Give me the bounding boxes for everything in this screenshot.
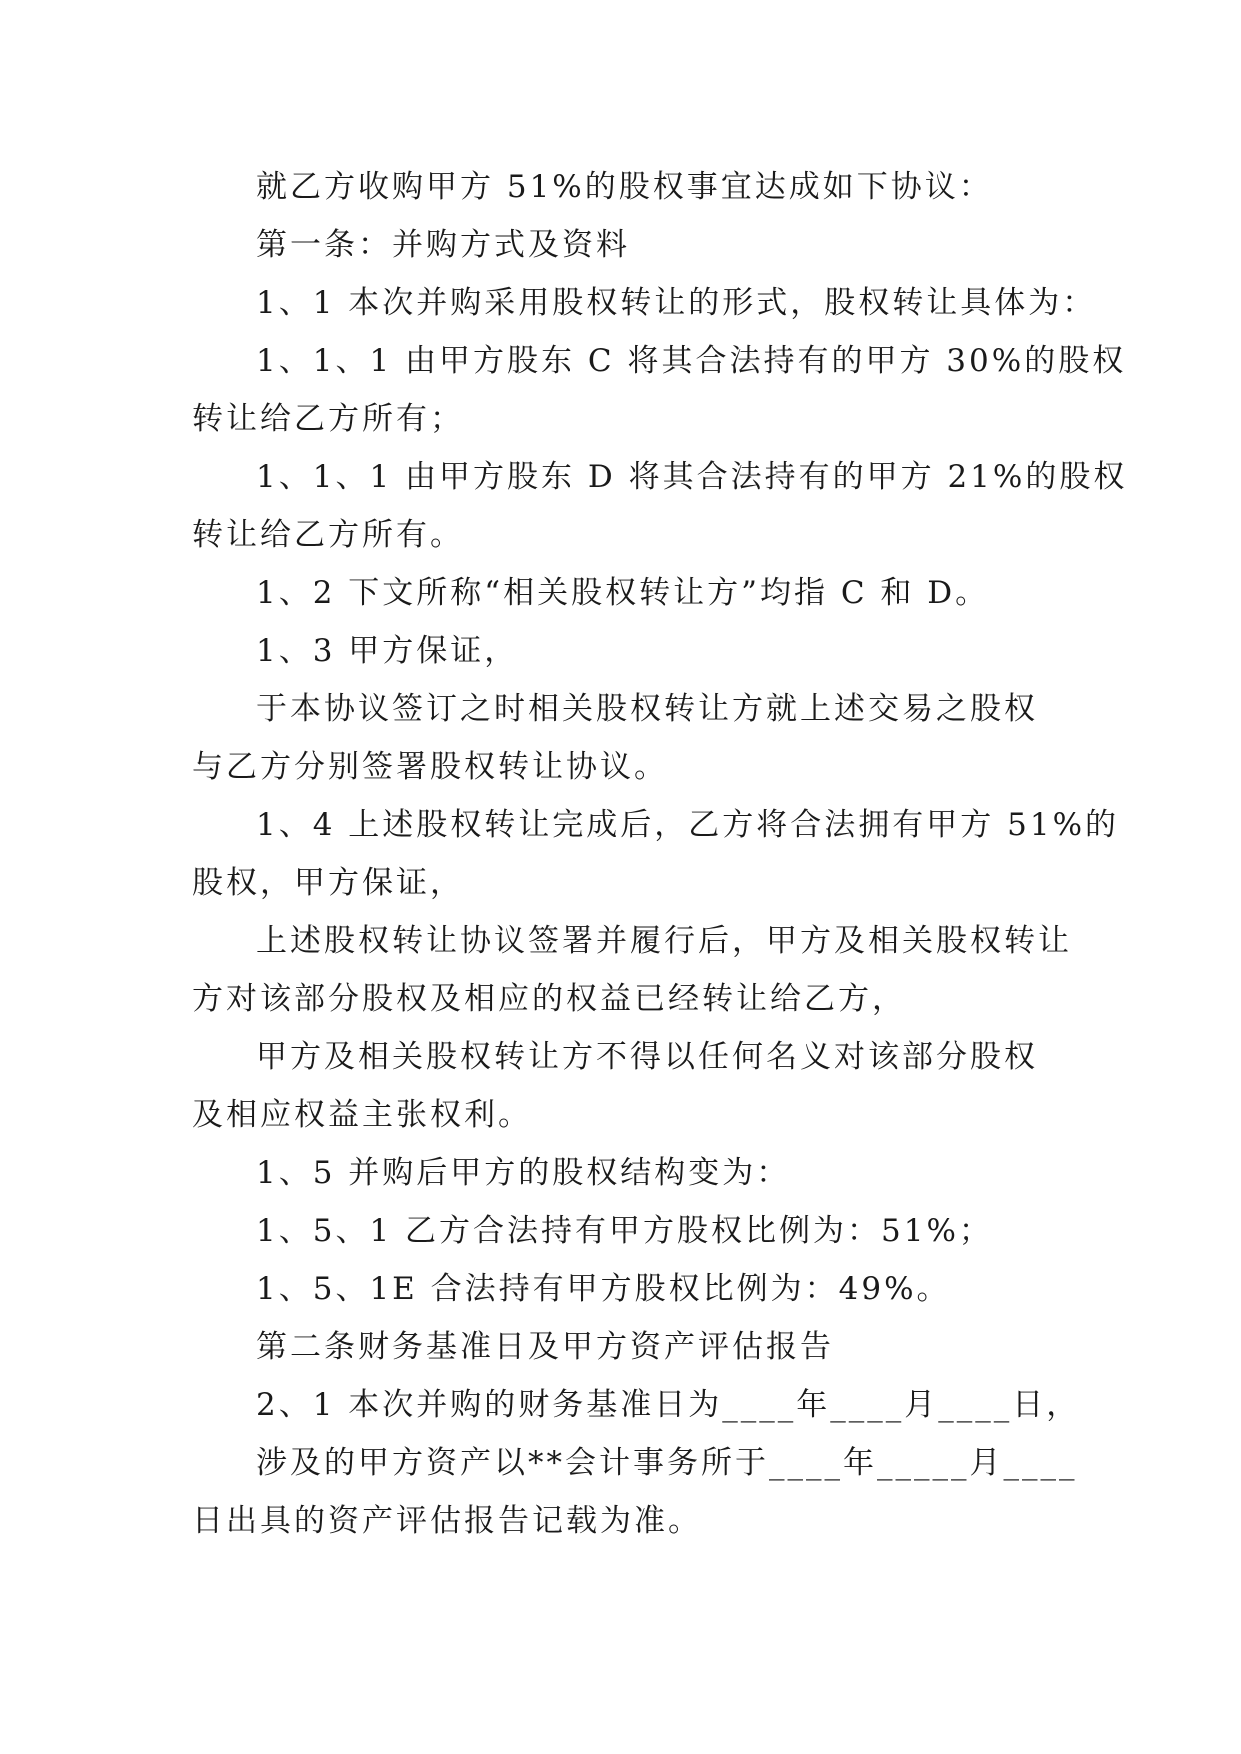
text-line: 就乙方收购甲方 51%的股权事宜达成如下协议： bbox=[256, 169, 993, 205]
text-line: 1、2 下文所称“相关股权转让方”均指 C 和 D。 bbox=[256, 575, 990, 611]
text-line: 1、4 上述股权转让完成后，乙方将合法拥有甲方 51%的 bbox=[256, 807, 1120, 843]
text-line: 涉及的甲方资产以**会计事务所于____年_____月____ bbox=[256, 1445, 1078, 1481]
text-line: 1、5、1 乙方合法持有甲方股权比例为：51%； bbox=[256, 1213, 993, 1249]
text-line: 1、5 并购后甲方的股权结构变为： bbox=[256, 1155, 791, 1191]
text-line: 1、5、1E 合法持有甲方股权比例为：49%。 bbox=[256, 1271, 951, 1307]
text-line: 转让给乙方所有； bbox=[192, 401, 464, 437]
text-line: 转让给乙方所有。 bbox=[192, 517, 464, 553]
text-line: 1、1 本次并购采用股权转让的形式，股权转让具体为： bbox=[256, 285, 1097, 321]
section-heading: 第二条财务基准日及甲方资产评估报告 bbox=[256, 1329, 834, 1365]
text-line: 于本协议签订之时相关股权转让方就上述交易之股权 bbox=[256, 691, 1038, 727]
text-line: 2、1 本次并购的财务基准日为____年____月____日， bbox=[256, 1387, 1081, 1423]
section-heading: 第一条：并购方式及资料 bbox=[256, 227, 630, 263]
text-line: 股权，甲方保证， bbox=[192, 865, 464, 901]
text-line: 及相应权益主张权利。 bbox=[192, 1097, 532, 1133]
text-line: 1、1、1 由甲方股东 D 将其合法持有的甲方 21%的股权 bbox=[256, 459, 1128, 495]
text-line: 方对该部分股权及相应的权益已经转让给乙方， bbox=[192, 981, 906, 1017]
text-line: 日出具的资产评估报告记载为准。 bbox=[192, 1503, 702, 1539]
text-line: 甲方及相关股权转让方不得以任何名义对该部分股权 bbox=[256, 1039, 1038, 1075]
document-body bbox=[192, 158, 1128, 1550]
text-line: 1、3 甲方保证， bbox=[256, 633, 519, 669]
text-line: 上述股权转让协议签署并履行后，甲方及相关股权转让 bbox=[256, 923, 1072, 959]
text-line: 与乙方分别签署股权转让协议。 bbox=[192, 749, 668, 785]
text-line: 1、1、1 由甲方股东 C 将其合法持有的甲方 30%的股权 bbox=[256, 343, 1127, 379]
